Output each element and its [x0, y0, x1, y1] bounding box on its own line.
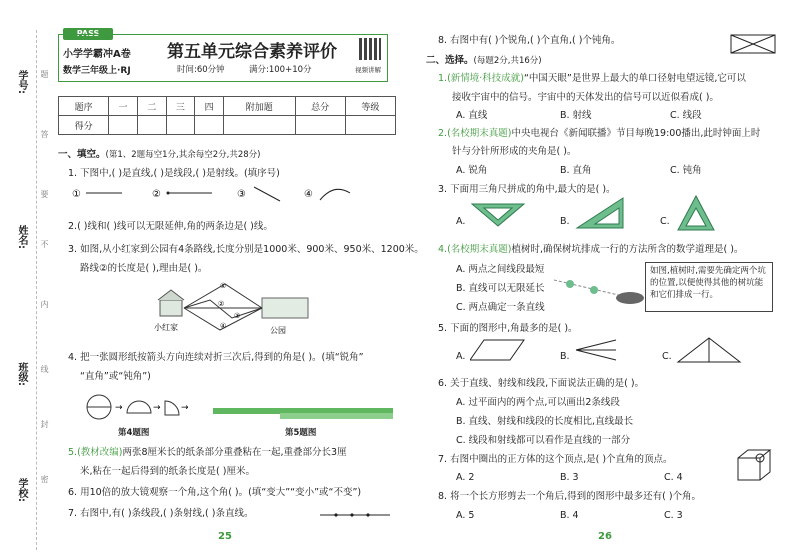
question-5b: 米,粘在一起后得到的纸条长度是( )厘米。 [80, 466, 255, 477]
q1-label-1: ① [72, 189, 81, 200]
option-b[interactable]: B. 4 [560, 510, 579, 521]
park-icon [262, 298, 308, 318]
q7-line-figure [320, 510, 390, 520]
table-cell: 四 [195, 97, 224, 116]
q1-curve-4 [320, 189, 350, 200]
option-c[interactable]: C. 两点确定一条直线 [456, 302, 545, 313]
option-c[interactable]: C. 线段 [670, 110, 702, 121]
option-c[interactable]: C. [660, 216, 670, 227]
school-label: 学校: [16, 478, 27, 502]
option-b[interactable]: B. 直角 [560, 165, 592, 176]
route-label: ④ [220, 322, 227, 330]
option-a[interactable]: A. [456, 216, 466, 227]
q7-point [366, 513, 369, 516]
home-icon [160, 300, 182, 316]
question-text: 两张8厘米长的纸条部分重叠粘在一起,重叠部分长3厘 [122, 447, 347, 458]
section-note: (第1、2题每空1分,其余每空2分,共28分) [105, 150, 261, 160]
question-tag: 2.(名校期末真题) [438, 128, 512, 139]
score-cell[interactable] [295, 116, 345, 135]
name-label: 姓名: [16, 225, 27, 249]
score-cell[interactable] [137, 116, 166, 135]
question-3b: 路线②的长度是( ),理由是( )。 [80, 263, 208, 274]
choice-6: 6. 关于直线、射线和线段,下面说法正确的是( )。 [438, 378, 645, 389]
table-cell: 等级 [345, 97, 395, 116]
paper-strip-bottom [280, 413, 393, 419]
q1-line-3 [254, 187, 280, 201]
seal-char: 密 [40, 475, 49, 483]
q3-home-label: 小红家 [154, 323, 178, 332]
option-a[interactable]: A. 锐角 [456, 165, 488, 176]
triangle-ruler-c [676, 194, 716, 232]
q3-park-label: 公园 [270, 326, 286, 335]
question-tag: 1.(新情境·科技成就) [438, 73, 524, 84]
question-text: 中央电视台《新闻联播》节目每晚19:00播出,此时钟面上时 [511, 128, 761, 139]
section-note: (每题2分,共16分) [473, 56, 542, 66]
pass-logo: PASS [63, 28, 113, 40]
score-cell[interactable] [166, 116, 195, 135]
choice-8: 8. 将一个长方形剪去一个角后,得到的图形中最多还有( )个角。 [438, 491, 702, 502]
route-label: ③ [234, 312, 241, 320]
option-a[interactable]: A. 直线 [456, 110, 488, 121]
hint-box: 如图,植树时,需要先确定两个坑的位置,以便使得其他的树坑能和它们排成一行。 [645, 262, 773, 312]
q1-label-2: ② [152, 189, 161, 200]
choice-5: 5. 下面的图形中,角最多的是( )。 [438, 323, 578, 334]
triangle-ruler-a [470, 200, 526, 228]
choice-2a [438, 127, 760, 140]
page-number-right: 26 [598, 531, 612, 542]
option-b[interactable]: B. [560, 216, 570, 227]
table-cell: 附加题 [223, 97, 295, 116]
binding-strip [0, 0, 48, 556]
half-circle [127, 401, 151, 413]
q1-figure [72, 183, 372, 203]
home-roof-icon [158, 290, 184, 300]
question-text: “中国天眼”是世界上最大的单口径射电望远镜,它可以 [524, 73, 746, 84]
option-b[interactable]: B. 直线可以无限延长 [456, 283, 545, 294]
q7-point [334, 513, 337, 516]
question-7: 7. 右图中,有( )条线段,( )条射线,( )条直线。 [68, 508, 254, 519]
cube-figure [736, 448, 772, 482]
score-cell[interactable] [345, 116, 395, 135]
subject-name: 数学三年级上·RJ [63, 66, 131, 76]
section-fill-blank [58, 148, 261, 162]
section-choice [426, 54, 542, 68]
seal-line [36, 30, 37, 550]
question-8: 8. 右图中有( )个锐角,( )个直角,( )个钝角。 [438, 35, 621, 46]
choice-1b: 接收宇宙中的信号。宇宙中的天体发出的信号可以近似看成( )。 [452, 92, 719, 103]
q1-label-3: ③ [237, 189, 246, 200]
q1-point [167, 192, 170, 195]
time-limit: 时间:60分钟 [177, 65, 225, 75]
question-5a [68, 446, 347, 459]
page-title: 第五单元综合素养评价 [167, 42, 337, 62]
q8-rect-figure [730, 34, 776, 54]
route-label: ① [220, 282, 227, 290]
choice-1a [438, 72, 746, 85]
score-cell[interactable] [195, 116, 224, 135]
question-1: 1. 下图中,( )是直线,( )是线段,( )是射线。(填序号) [68, 168, 280, 179]
option-c[interactable]: C. 线段和射线都可以看作是直线的一部分 [456, 435, 631, 446]
triangle-ruler-b [575, 196, 625, 230]
question-4a: 4. 把一张圆形纸按箭头方向连续对折三次后,得到的角是( )。(填“锐角” [68, 352, 364, 363]
question-tag: 4.(名校期末真题) [438, 244, 512, 255]
question-text: 植树时,确保树坑排成一行的方法所含的数学道理是( )。 [511, 244, 744, 255]
ray [576, 340, 616, 350]
option-a[interactable]: A. 5 [456, 510, 475, 521]
score-cell[interactable] [223, 116, 295, 135]
option-a[interactable]: A. 2 [456, 472, 475, 483]
qr-label: 视频讲解 [355, 66, 381, 74]
arrow-icon: → [181, 403, 189, 413]
score-cell[interactable] [109, 116, 138, 135]
class-label: 班级: [16, 362, 27, 386]
fig4-caption: 第4题图 [118, 428, 150, 438]
choice-3: 3. 下面用三角尺拼成的角中,最大的是( )。 [438, 184, 616, 195]
cube-top [738, 450, 770, 458]
question-3a: 3. 如图,从小红家到公园有4条路线,长度分别是1000米、900米、950米、1200米。 [68, 244, 424, 255]
table-cell: 题序 [59, 97, 109, 116]
section-title: 二、选择。 [426, 55, 474, 66]
option-c[interactable]: C. 3 [664, 510, 683, 521]
table-row [59, 116, 396, 135]
triangle-figure [676, 336, 742, 364]
ray [576, 350, 616, 360]
choice-4 [438, 243, 743, 256]
table-cell: 二 [137, 97, 166, 116]
quarter-circle [165, 401, 179, 415]
question-tag: 5.(教材改编) [68, 447, 123, 458]
seal-char: 内 [40, 300, 49, 308]
seal-char: 线 [40, 365, 49, 373]
table-cell: 总分 [295, 97, 345, 116]
cube-front [738, 458, 760, 480]
q1-label-4: ④ [304, 189, 313, 200]
full-score: 满分:100+10分 [249, 65, 312, 75]
route-label: ② [218, 300, 225, 308]
table-cell: 得分 [59, 116, 109, 135]
arrow-icon: → [115, 403, 123, 413]
exam-header [58, 34, 388, 82]
table-cell: 一 [109, 97, 138, 116]
seal-char: 不 [40, 240, 49, 248]
option-c[interactable]: C. 4 [664, 472, 683, 483]
rays-figure [574, 338, 618, 362]
q3-route-figure [150, 278, 350, 340]
tree-pit [616, 292, 644, 304]
q4-folding-figure [85, 393, 205, 421]
option-b[interactable]: B. 3 [560, 472, 579, 483]
option-c[interactable]: C. [662, 351, 672, 362]
page-number-left: 25 [218, 531, 232, 542]
fig5-caption: 第5题图 [285, 428, 317, 438]
option-c[interactable]: C. 钝角 [670, 165, 702, 176]
question-2: 2.( )线和( )线可以无限延伸,角的两条边是( )线。 [68, 221, 273, 232]
parallelogram-shape [470, 340, 524, 360]
seal-char: 答 [40, 130, 49, 138]
seal-char: 题 [40, 70, 49, 78]
choice-7: 7. 右图中圈出的正方体的这个顶点,是( )个直角的顶点。 [438, 454, 673, 465]
section-title: 一、填空。 [58, 149, 106, 160]
option-a[interactable]: A. 过平面内的两个点,可以画出2条线段 [456, 397, 620, 408]
tree-icon [590, 286, 598, 294]
parallelogram-figure [470, 338, 526, 362]
seal-char: 封 [40, 420, 49, 428]
student-id-label: 学号: [16, 70, 27, 94]
option-b[interactable]: B. 射线 [560, 110, 592, 121]
choice-2b: 针与分针所形成的夹角是( )。 [452, 146, 577, 157]
question-6: 6. 用10倍的放大镜观察一个角,这个角( )。(填“变大”“变小”或“不变”) [68, 487, 362, 498]
table-row [59, 97, 396, 116]
question-4b: “直角”或“钝角”) [80, 371, 151, 382]
q7-point [350, 513, 353, 516]
score-table [58, 96, 396, 135]
seal-char: 要 [40, 190, 49, 198]
qr-code-icon[interactable] [359, 38, 381, 60]
option-a[interactable]: A. [456, 351, 466, 362]
series-name: 小学学霸冲A卷 [63, 49, 131, 60]
option-b[interactable]: B. [560, 351, 570, 362]
option-a[interactable]: A. 两点之间线段最短 [456, 264, 545, 275]
arrow-icon: → [153, 403, 161, 413]
table-cell: 三 [166, 97, 195, 116]
tree-planting-figure [550, 270, 650, 306]
tree-icon [566, 280, 574, 288]
option-b[interactable]: B. 直线、射线和线段的长度相比,直线最长 [456, 416, 634, 427]
